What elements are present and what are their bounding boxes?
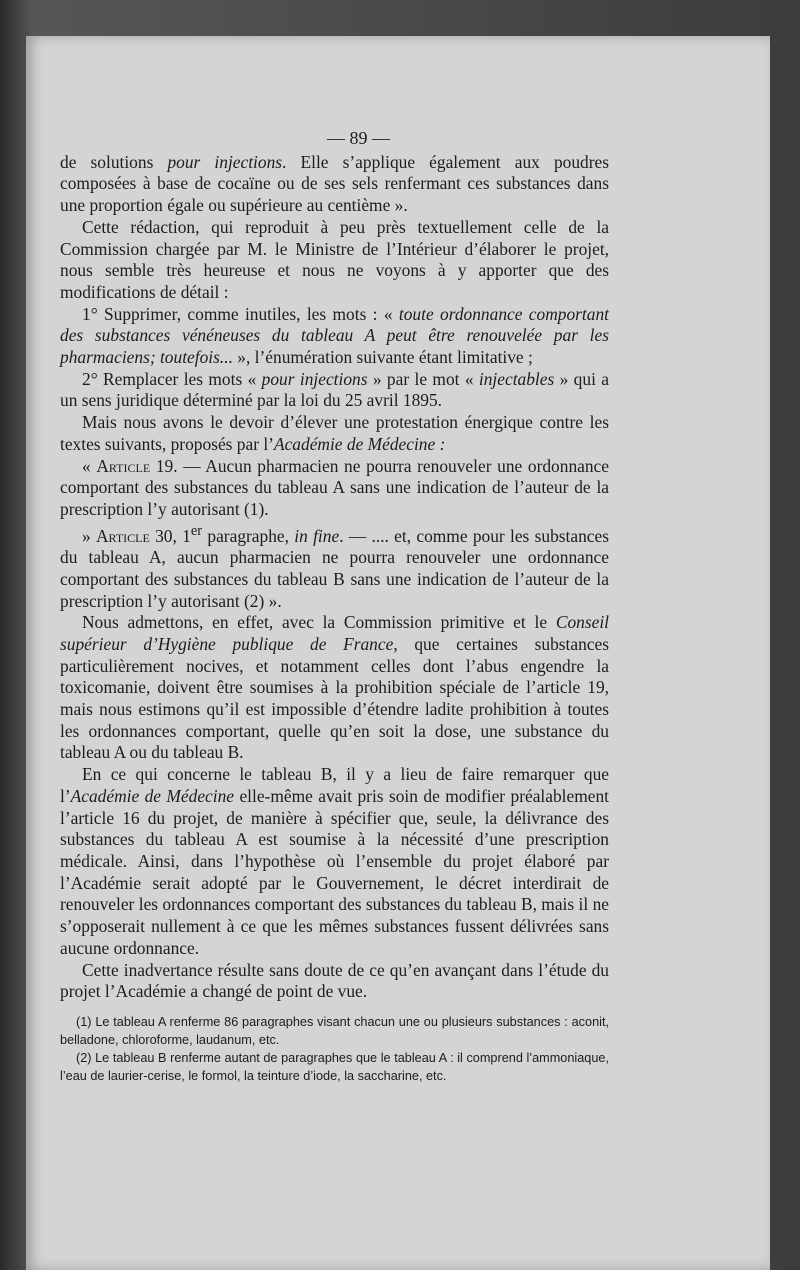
paragraph-1: de solutions pour injections. Elle s’applique également aux poudres composées à base de cocaïne ou de ses sels renfermant ces substances dans une proportion égale ou supérieure au centième ».: [60, 151, 610, 216]
paragraph-9: En ce qui concerne le tableau B, il y a lieu de faire remarquer que l’Académie de Médecine elle-même avait pris soin de modifier préalablement l’article 16 du projet, de manière à spécifier que, seule, la délivrance des substances du tableau A est soumise à la nécessité d’une prescription médicale. Ainsi, dans l’hypothèse où l’ensemble du projet élaboré par l’Académie serait adopté par le Gouvernement, le décret interdirait de renouveler les ordonnances comportant des substances du tableau B, mais il ne s’opposerait nullement à ce que les mêmes substances fussent délivrées sans aucune ordonnance.: [60, 764, 609, 958]
paragraph-3: 1° Supprimer, comme inutiles, les mots : « toute ordonnance comportant des substances vénéneuses du tableau A peut être renouvelée par les pharmaciens; toutefois... », l’énumération suivante étant limitative ;: [60, 303, 609, 368]
paragraph-4: 2° Remplacer les mots « pour injections » par le mot « injectables » qui a un sens juridique déterminé par la loi du 25 avril 1895.: [60, 368, 609, 411]
page-body: [60, 128, 609, 1003]
paragraph-2: Cette rédaction, qui reproduit à peu près textuellement celle de la Commission chargée par M. le Ministre de l’Intérieur d’élaborer le projet, nous semble très heureuse et nous ne voyons à y apporter que des modifications de détail :: [60, 216, 609, 302]
page-number: — 89 —: [327, 128, 390, 148]
footnote-2: (2) Le tableau B renferme autant de paragraphes que le tableau A : il comprend l’ammoniaque, l’eau de laurier-cerise, le formol, la teinture d’iode, la saccharine, etc.: [60, 1051, 609, 1083]
paragraph-10: Cette inadvertance résulte sans doute de ce qu’en avançant dans l’étude du projet l’Académie a changé de point de vue.: [60, 959, 609, 1002]
footnote-1: (1) Le tableau A renferme 86 paragraphes visant chacun une ou plusieurs substances : aconit, belladone, chloroforme, laudanum, etc.: [60, 1015, 609, 1047]
paragraph-5: Mais nous avons le devoir d’élever une protestation énergique contre les textes suivants, proposés par l’Académie de Médecine :: [60, 412, 609, 454]
paragraph-8: Nous admettons, en effet, avec la Commission primitive et le Conseil supérieur d’Hygiène publique de France, que certaines substances particulièrement nocives, et notamment celles dont l’abus engendre la toxicomanie, doivent être soumises à la prohibition spéciale de l’article 19, mais nous estimons qu’il est impossible d’étendre ladite prohibition à toutes les ordonnances comportant, quelle qu’en soit la dose, une substance du tableau A ou du tableau B.: [60, 612, 610, 763]
paragraph-6-article-19: « Article 19. — Aucun pharmacien ne pourra renouveler une ordonnance comportant des substances du tableau A sans une indication de l’auteur de la prescription l’y autorisant (1).: [60, 455, 609, 519]
paragraph-7-article-30: » Article 30, 1er paragraphe, in fine. — .... et, comme pour les substances du tableau A, aucun pharmacien ne pourra renouveler une ordonnance comportant des substances du tableau B sans une indication de l’auteur de la prescription l’y autorisant (2) ».: [60, 522, 609, 611]
footnotes: [60, 1013, 609, 1085]
